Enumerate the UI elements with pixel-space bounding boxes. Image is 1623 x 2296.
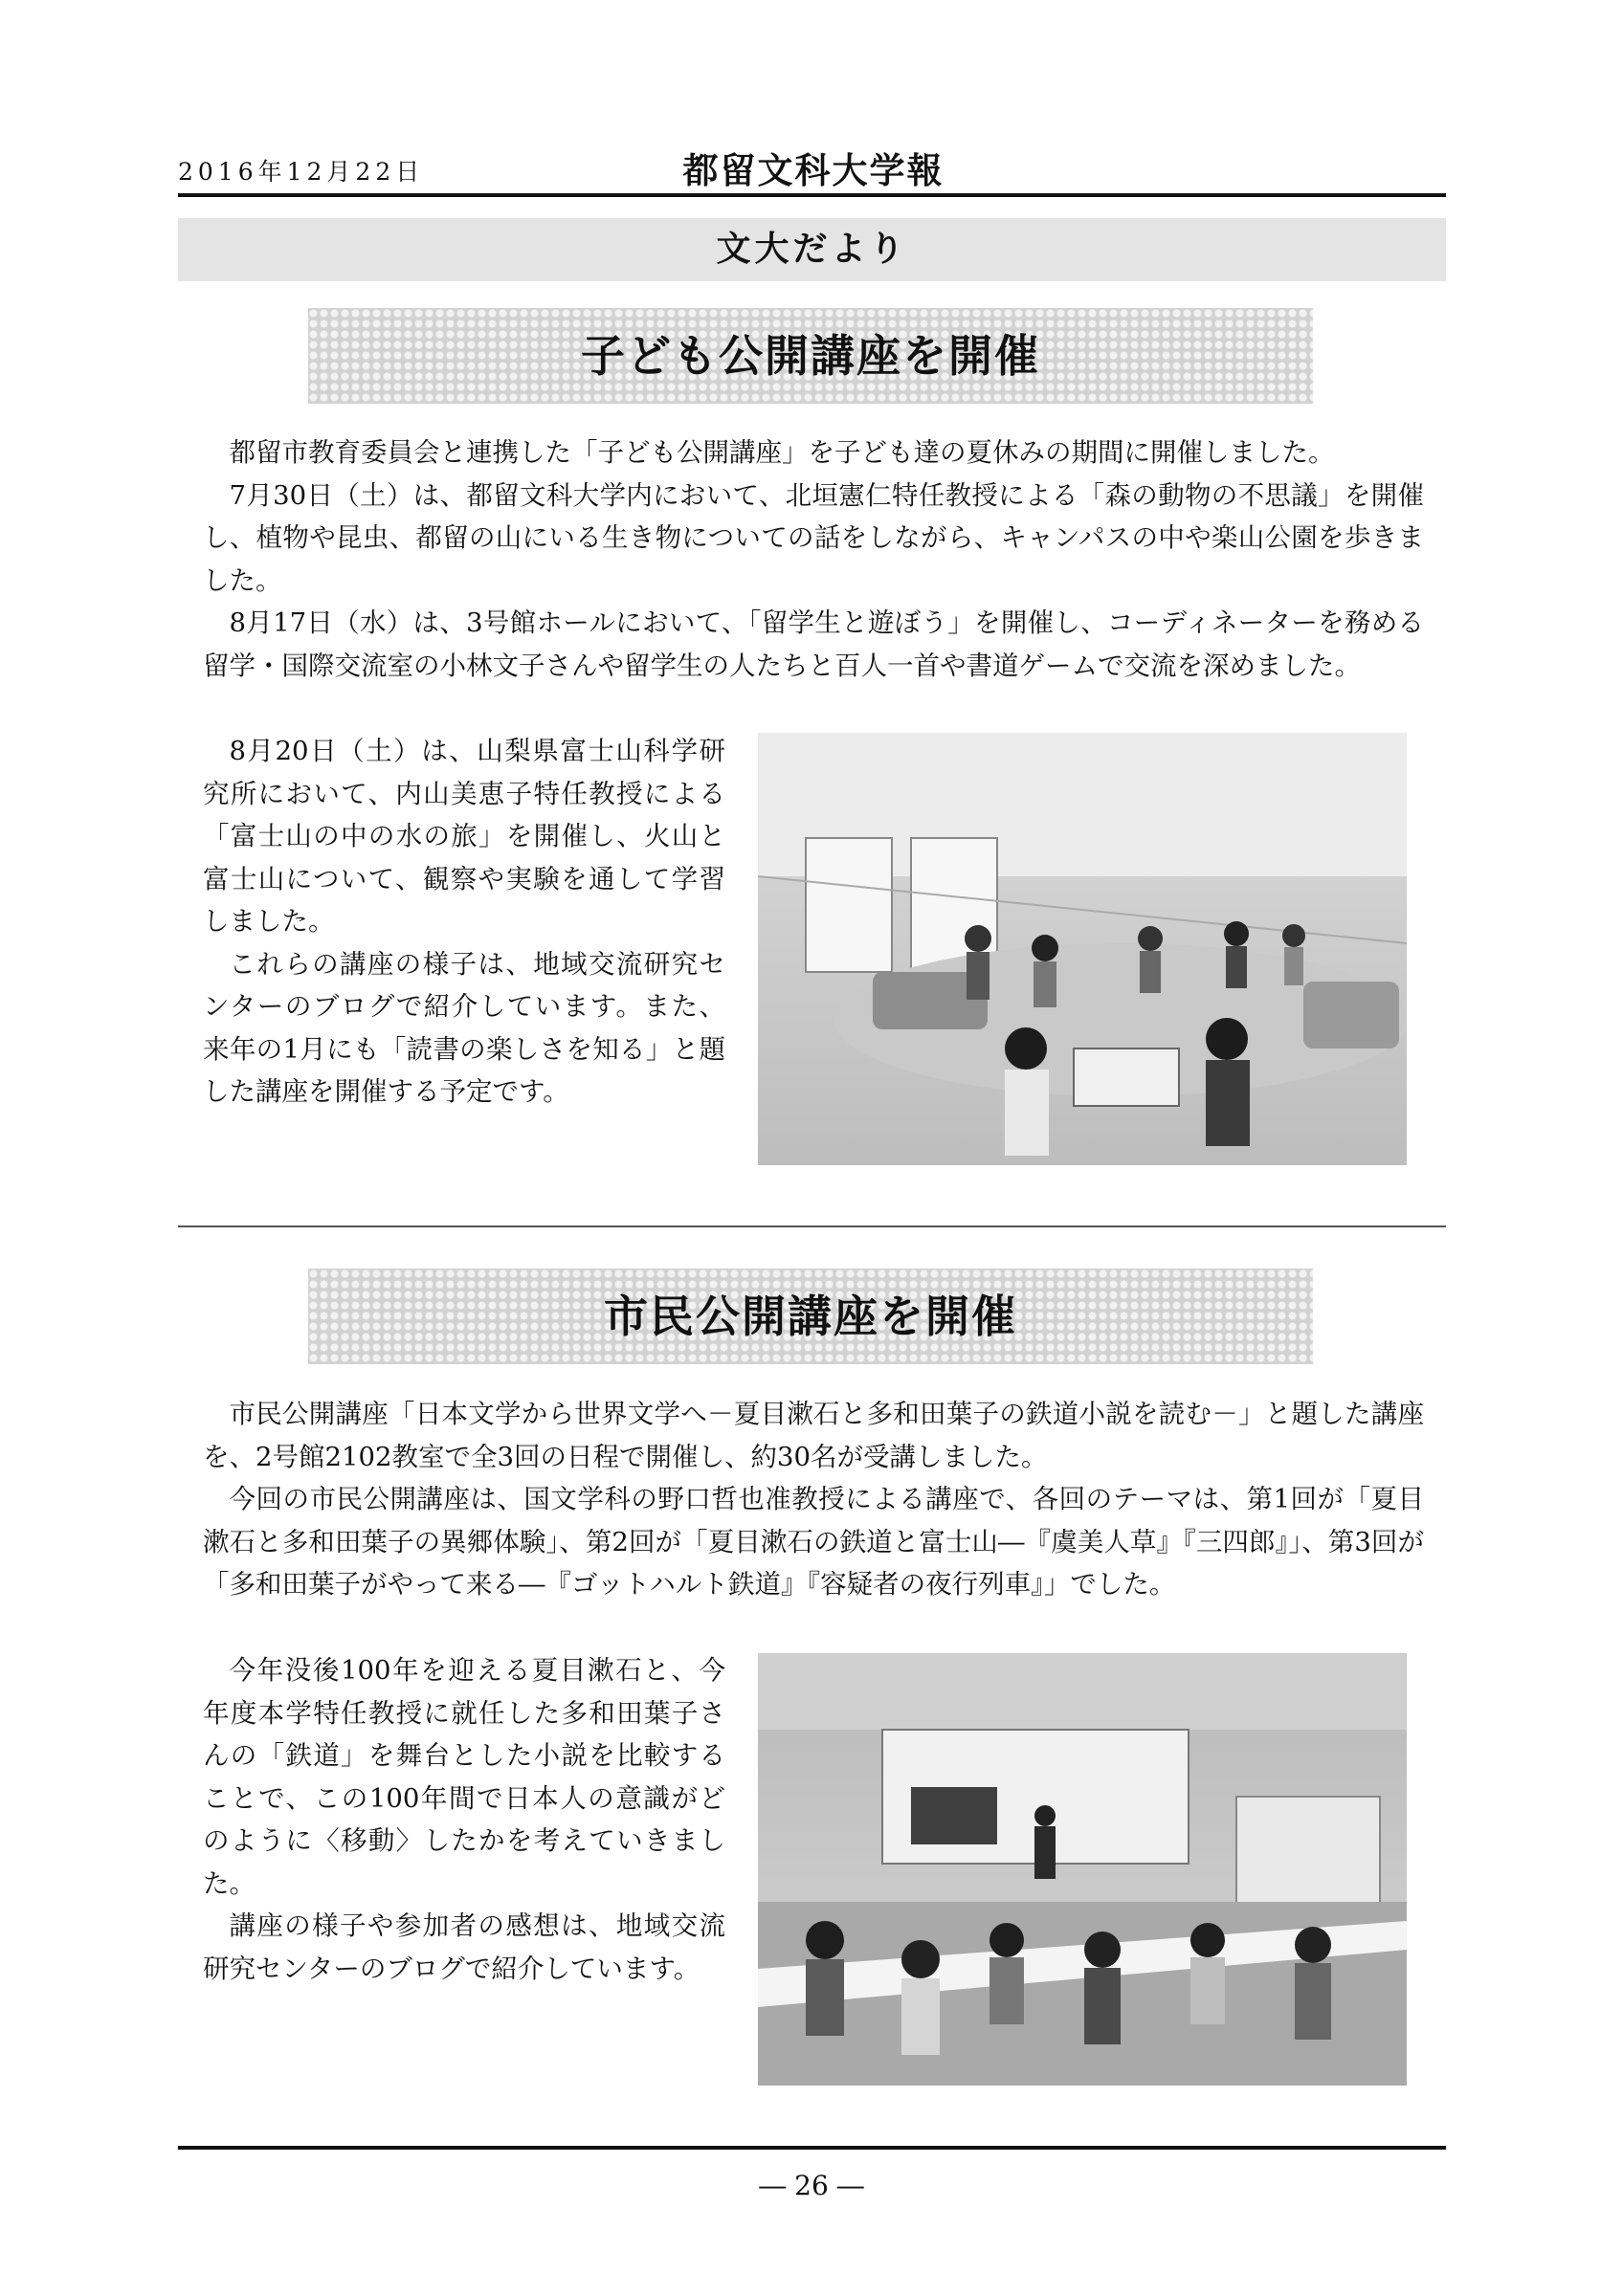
page-number: ― 26 ― (759, 2170, 864, 2201)
paragraph: 7月30日（土）は、都留文科大学内において、北垣憲仁特任教授による「森の動物の不思議」を開催し、植物や昆虫、都留の山にいる生き物についての話をしながら、キャンパスの中や楽山公園を歩きました。 (203, 479, 1424, 596)
children-lecture-headline (308, 308, 1313, 404)
citizen-lecture-column-text (203, 1649, 725, 1990)
paragraph: 8月20日（土）は、山梨県富士山科学研究所において、内山美恵子特任教授による「富士山の中の水の旅」を開催し、火山と富士山について、観察や実験を通して学習しました。 (203, 736, 725, 937)
paragraph: 市民公開講座「日本文学から世界文学へ－夏目漱石と多和田葉子の鉄道小説を読む－」と題した講座を、2号館2102教室で全3回の日程で開催し、約30名が受講しました。 (203, 1399, 1424, 1472)
children-lecture-photo (758, 733, 1407, 1165)
header-rule (178, 193, 1446, 197)
section-banner (178, 218, 1446, 281)
section-banner-title: 文大だより (716, 230, 908, 269)
paragraph: 今回の市民公開講座は、国文学科の野口哲也准教授による講座で、各回のテーマは、第1回が「夏目漱石と多和田葉子の異郷体験」、第2回が「夏目漱石の鉄道と富士山―『虞美人草』『三四郎』」、第3回が「多和田葉子がやって来る―『ゴットハルト鉄道』『容疑者の夜行列車』」でした。 (203, 1484, 1424, 1600)
paragraph: 講座の様子や参加者の感想は、地域交流研究センターのブログで紹介しています。 (203, 1910, 725, 1984)
children-lecture-headline-text: 子ども公開講座を開催 (581, 330, 1040, 382)
citizen-lecture-headline (308, 1269, 1313, 1364)
children-lecture-column-text (203, 730, 725, 1114)
section-divider (178, 1225, 1446, 1227)
publication-title: 都留文科大学報 (682, 149, 945, 191)
footer-rule (178, 2146, 1446, 2150)
paragraph: 8月17日（水）は、3号館ホールにおいて、「留学生と遊ぼう」を開催し、コーディネーターを務める留学・国際交流室の小林文子さんや留学生の人たちと百人一首や書道ゲームで交流を深めました。 (203, 607, 1424, 681)
paragraph: 今年没後100年を迎える夏目漱石と、今年度本学特任教授に就任した多和田葉子さんの「鉄道」を舞台とした小説を比較することで、この100年間で日本人の意識がどのように〈移動〉したかを考えていきました。 (203, 1655, 725, 1899)
citizen-lecture-photo (758, 1653, 1407, 2086)
paragraph: これらの講座の様子は、地域交流研究センターのブログで紹介しています。また、来年の1月にも「読書の楽しさを知る」と題した講座を開催する予定です。 (203, 948, 725, 1107)
citizen-lecture-intro (203, 1393, 1424, 1606)
paragraph: 都留市教育委員会と連携した「子ども公開講座」を子ども達の夏休みの期間に開催しました。 (229, 437, 1335, 468)
issue-date: 2016年12月22日 (178, 158, 425, 186)
children-lecture-intro (203, 431, 1424, 687)
citizen-lecture-headline-text: 市民公開講座を開催 (604, 1291, 1017, 1342)
